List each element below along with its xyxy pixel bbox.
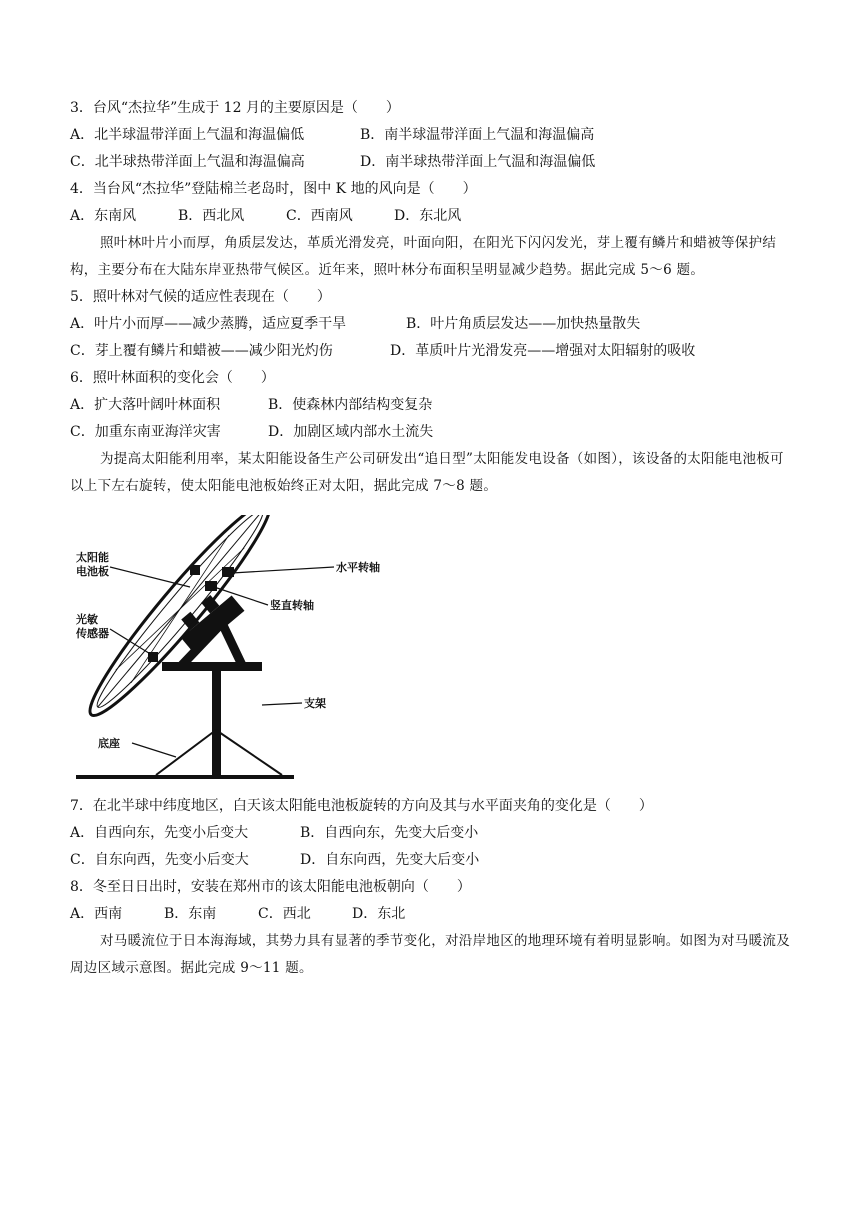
label-sensor-1: 光敏: [76, 613, 98, 626]
q3-options-row2: [70, 152, 595, 172]
q4-options: [70, 206, 461, 226]
tripod-leg-right: [216, 730, 282, 775]
leader-support: [262, 703, 302, 705]
q8-option-b: B．东南: [164, 906, 217, 922]
q6-option-c: C．加重东南亚海洋灾害: [70, 424, 221, 440]
q4-stem: 4．当台风“杰拉华”登陆棉兰老岛时，图中 K 地的风向是（ ）: [70, 181, 477, 197]
q5-option-b: B．叶片角质层发达——加快热量散失: [406, 316, 641, 332]
q4-option-d: D．东北风: [394, 208, 462, 224]
q3-option-a: A．北半球温带洋面上气温和海温偏低: [70, 127, 305, 143]
solar-panel: [76, 515, 284, 728]
leader-base: [132, 743, 176, 757]
q7-option-b: B．自西向东，先变大后变小: [300, 825, 479, 841]
q7-option-a: A．自西向东，先变小后变大: [70, 825, 249, 841]
q3-options-row1: [70, 125, 594, 145]
q3-option-d: D．南半球热带洋面上气温和海温偏低: [360, 154, 596, 170]
label-sensor-2: 传感器: [76, 627, 109, 640]
leader-panel: [110, 567, 190, 587]
passage-solar-tracker: 为提高太阳能利用率，某太阳能设备生产公司研发出“追日型”太阳能发电设备（如图），该设备的太阳能电池板可以上下左右旋转，使太阳能电池板始终正对太阳，据此完成 7～8 题。: [70, 451, 784, 494]
q3-stem: 3．台风“杰拉华”生成于 12 月的主要原因是（ ）: [70, 100, 400, 116]
label-support: 支架: [304, 697, 326, 710]
q5-options-row1: [70, 314, 640, 334]
q6-stem: 6．照叶林面积的变化会（ ）: [70, 370, 275, 386]
q6-option-d: D．加剧区域内部水土流失: [268, 424, 434, 440]
q8-options: [70, 904, 405, 924]
top-crossbar: [162, 662, 262, 671]
q4-option-a: A．东南风: [70, 208, 137, 224]
q6-options-row2: [70, 422, 433, 442]
q6-option-b: B．使森林内部结构变复杂: [268, 397, 433, 413]
label-base: 底座: [98, 737, 120, 750]
q5-option-c: C．芽上覆有鳞片和蜡被——减少阳光灼伤: [70, 343, 333, 359]
q4-option-c: C．西南风: [286, 208, 353, 224]
support-pole: [212, 667, 221, 777]
q7-stem: 7．在北半球中纬度地区，白天该太阳能电池板旋转的方向及其与水平面夹角的变化是（ ）: [70, 798, 653, 814]
panel-top-knob: [190, 565, 200, 575]
q5-stem: 5．照叶林对气候的适应性表现在（ ）: [70, 289, 331, 305]
passage-tsushima-current: 对马暖流位于日本海海域，其势力具有显著的季节变化，对沿岸地区的地理环境有着明显影响。如图为对马暖流及周边区域示意图。据此完成 9～11 题。: [70, 933, 790, 976]
label-panel-1: 太阳能: [76, 551, 109, 564]
q8-option-d: D．东北: [352, 906, 406, 922]
q7-options-row2: [70, 850, 479, 870]
q5-option-d: D．革质叶片光滑发亮——增强对太阳辐射的吸收: [390, 343, 696, 359]
label-vertical-axis: 竖直转轴: [270, 599, 314, 612]
q6-option-a: A．扩大落叶阔叶林面积: [70, 397, 221, 413]
q7-options-row1: [70, 823, 478, 843]
leader-v-axis: [214, 587, 268, 605]
q3-option-b: B．南半球温带洋面上气温和海温偏高: [360, 127, 595, 143]
passage-zhaoyelin: 照叶林叶片小而厚，角质层发达，革质光滑发亮，叶面向阳，在阳光下闪闪发光，芽上覆有鳞片和蜡被等保护结构，主要分布在大陆东岸亚热带气候区。近年来，照叶林分布面积呈明显减少趋势。据此完成 5～6 题。: [70, 235, 777, 278]
q5-option-a: A．叶片小而厚——减少蒸腾，适应夏季干旱: [70, 316, 347, 332]
q4-option-b: B．西北风: [178, 208, 245, 224]
label-panel-2: 电池板: [76, 565, 109, 578]
q3-option-c: C．北半球热带洋面上气温和海温偏高: [70, 154, 305, 170]
q5-options-row2: [70, 341, 695, 361]
label-horizontal-axis: 水平转轴: [336, 561, 380, 574]
q6-options-row1: [70, 395, 432, 415]
leader-h-axis: [232, 567, 334, 573]
q7-option-c: C．自东向西，先变小后变大: [70, 852, 249, 868]
q8-option-c: C．西北: [258, 906, 311, 922]
q8-option-a: A．西南: [70, 906, 123, 922]
q7-option-d: D．自东向西，先变大后变小: [300, 852, 480, 868]
q8-stem: 8．冬至日日出时，安装在郑州市的该太阳能电池板朝向（ ）: [70, 879, 471, 895]
solar-tracker-figure: [72, 515, 412, 785]
a-frame-right: [222, 623, 242, 665]
tripod-leg-left: [156, 730, 216, 775]
horizontal-axis-knob: [222, 567, 234, 577]
